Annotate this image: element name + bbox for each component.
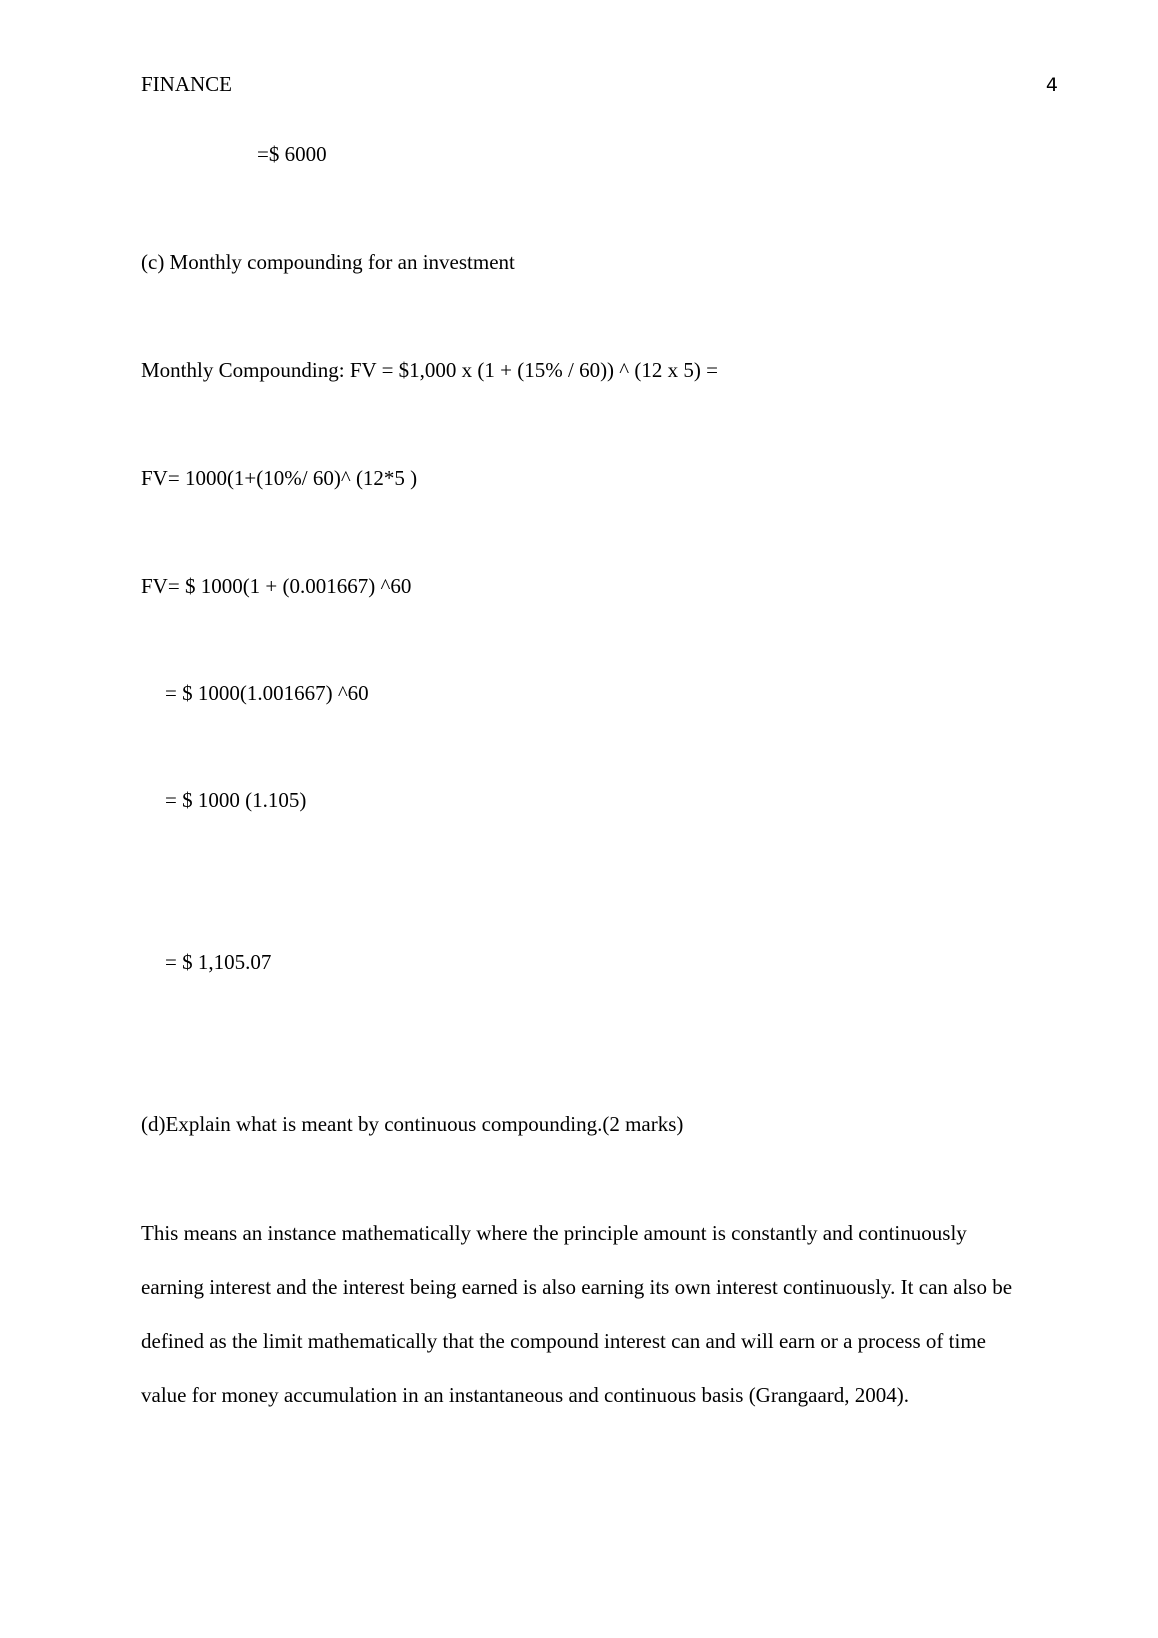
formula-fv-line-1: FV= 1000(1+(10%/ 60)^ (12*5 )	[141, 466, 418, 490]
calculation-step-1: = $ 1000(1.001667) ^60	[165, 681, 369, 705]
formula-fv-line-2: FV= $ 1000(1 + (0.001667) ^60	[141, 574, 412, 598]
section-heading-c: (c) Monthly compounding for an investment	[141, 250, 515, 274]
calculation-step-2: = $ 1000 (1.105)	[165, 788, 307, 812]
running-head: FINANCE	[141, 72, 233, 96]
formula-monthly-compounding: Monthly Compounding: FV = $1,000 x (1 + (15% / 60)) ^ (12 x 5) =	[141, 358, 718, 382]
page-number: 4	[1045, 74, 1058, 96]
paragraph-continuous-compounding: This means an instance mathematically where the principle amount is constantly and continuously earning interest and the interest being earned is also earning its own interest continuously. It can also be defined as the limit mathematically that the compound interest can and will earn or a process of time value for money accumulation in an instantaneous and continuous basis (Grangaard, 2004).	[141, 1221, 1013, 1407]
result-line-6000: =$ 6000	[257, 142, 327, 166]
calculation-result: = $ 1,105.07	[165, 950, 272, 974]
section-heading-d: (d)Explain what is meant by continuous compounding.(2 marks)	[141, 1112, 684, 1136]
